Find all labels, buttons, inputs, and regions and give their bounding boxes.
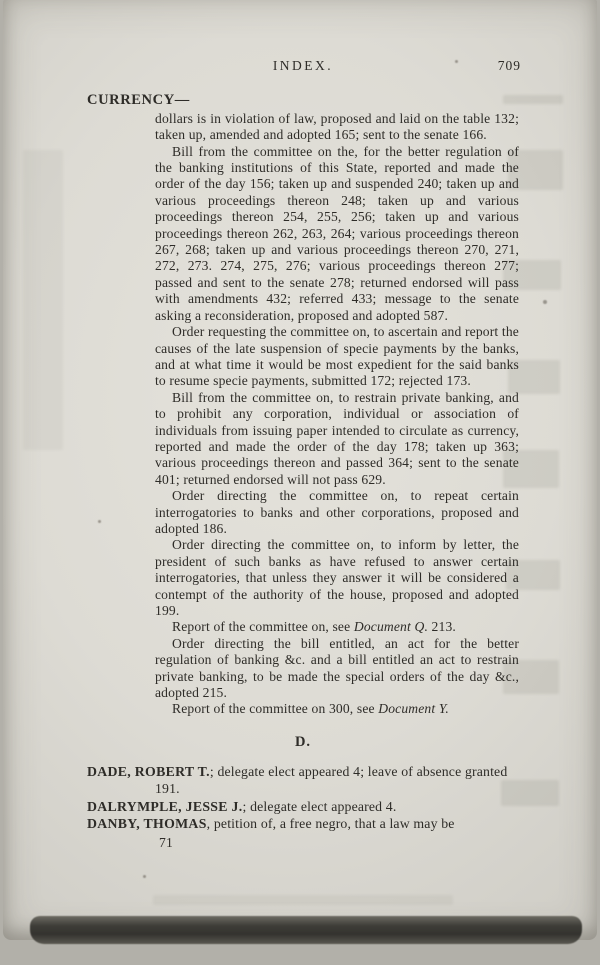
entry-person-name: DADE, ROBERT T.: [87, 764, 210, 780]
index-entry: [155, 619, 519, 635]
entry-text: Order directing the committee on, to repeat certain interrogatories to banks and other corporations, proposed and adopted 186.: [155, 488, 519, 536]
header-title: INDEX.: [272, 58, 334, 73]
index-entry: [155, 144, 519, 324]
entry-text: Bill from the committee on the, for the better regulation of the banking institutions of this State, reported and made the order of the day 156; taken up and suspended 240; taken up and various proceedings thereon 248; taken up and various proceedings thereon 254, 255, 256; taken up and various proceedings thereon 262, 263, 264; various proceedings thereon 267, 268; taken up and various proceedings thereon 270, 271, 272, 273. 274, 275, 276; various proceedings thereon 277; passed and sent to the senate 278; returned endorsed will pass with amendments 432; referred 433; message to the senate asking a reconsideration, proposed and adopted 587.: [155, 143, 519, 323]
index-entry: [155, 324, 519, 390]
index-entry: [87, 763, 519, 797]
entry-text: , petition of, a free negro, that a law may be: [206, 815, 455, 831]
entry-text: 213.: [428, 619, 456, 635]
entry-person-name: DALRYMPLE, JESSE J.: [87, 798, 243, 814]
foxing-speck: [543, 300, 547, 304]
entry-text: dollars is in violation of law, proposed and laid on the table 132; taken up, amended and adopted 165; sent to the senate 166.: [155, 110, 519, 143]
entry-text: ; delegate elect appeared 4; leave of absence granted 191.: [155, 764, 508, 797]
index-entry: [155, 390, 519, 488]
signature-mark: 71: [159, 835, 173, 851]
show-through-stain: [153, 895, 453, 905]
index-entry: [87, 798, 519, 815]
running-header: [87, 58, 519, 74]
page-content: [87, 58, 519, 851]
paper-sheet: [3, 0, 597, 940]
d-entry-list: [87, 763, 519, 832]
book-bottom-edge: [30, 916, 582, 944]
show-through-stain: [23, 150, 63, 450]
entry-text: Order requesting the committee on, to ascertain and report the causes of the late suspension of specie payments by the banks, and at what time it would be most expedient for the said banks to resume specie payments, submitted 172; rejected 173.: [155, 324, 519, 389]
entry-person-name: DANBY, THOMAS: [87, 815, 207, 831]
index-entry: [155, 537, 519, 619]
index-entry: [155, 701, 519, 717]
index-heading-currency: CURRENCY—: [87, 92, 190, 109]
index-entry: [155, 111, 519, 144]
index-entry: [87, 815, 519, 832]
entry-italic-reference: Document Y.: [378, 701, 449, 717]
foxing-speck: [143, 875, 146, 878]
index-entry: [155, 488, 519, 537]
entry-text: Bill from the committee on, to restrain private banking, and to prohibit any corporation, individual or association of individuals from issuing paper intended to circulate as currency, reported and made the order of the day 178; taken up 363; various proceedings thereon and passed 364; sent to the senate 401; returned endorsed will not pass 629.: [155, 389, 519, 487]
entry-text: ; delegate elect appeared 4.: [242, 798, 397, 814]
section-letter: D.: [294, 733, 312, 750]
entry-text: Order directing the bill entitled, an act for the better regulation of banking &c. and a bill entitled an act to restrain private banking, to be made the special orders of the day &c., adopted 215.: [155, 635, 519, 701]
entry-text: Report of the committee on 300, see: [172, 701, 379, 717]
page-number: 709: [497, 58, 521, 73]
currency-entry-list: [155, 111, 519, 718]
entry-text: Report of the committee on, see: [172, 619, 354, 635]
index-entry: [155, 636, 519, 702]
entry-italic-reference: Document Q.: [353, 619, 428, 635]
entry-text: Order directing the committee on, to inform by letter, the president of such banks as have refused to answer certain interrogatories, that unless they answer it will be considered a contempt of the authority of the house, proposed and adopted 199.: [155, 537, 519, 618]
